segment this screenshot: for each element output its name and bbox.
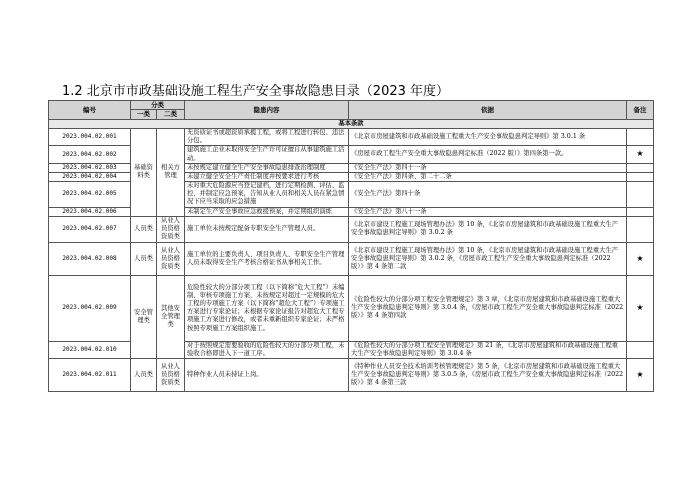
header-row-1	[49, 101, 654, 110]
section-row	[49, 119, 654, 128]
hazard-table	[48, 100, 654, 392]
row-content: 对于按照规定需要验收的危险性较大的分部分项工程，未验收合格即进入下一道工序。	[185, 341, 349, 358]
row-cat1: 基础资料类	[131, 129, 157, 217]
row-cat2: 其他安全管理类	[157, 275, 185, 358]
row-cat1: 人员类	[131, 216, 157, 242]
page-title: 1.2 北京市市政基础设施工程生产安全事故隐患目录（2023 年度）	[62, 84, 450, 99]
row-note: ★	[627, 275, 654, 341]
row-cat1: 人员类	[131, 242, 157, 275]
row-code: 2023.004.02.007	[49, 216, 131, 242]
header-category: 分类	[131, 101, 185, 110]
row-note	[627, 182, 654, 208]
table-row	[49, 359, 654, 392]
row-content: 未对重大危险源应当登记建档，进行定期检测、评估、监控，并制定应急预案，告知从业人员和相关人员在紧急情况下应当采取的应急措施	[185, 182, 349, 208]
row-note: ★	[627, 242, 654, 275]
row-code: 2023.004.02.004	[49, 172, 131, 181]
row-basis: 《危险性较大的分部分项工程安全管理规定》第 3 章，《北京市房屋建筑和市政基础设施工程重大生产安全事故隐患判定导则》第 3.0.4 条，《房屋市政工程生产安全重大事故隐患判定标准（2022 版）》第 4 条第四款	[349, 275, 627, 341]
row-content: 施工单位的主要负责人、项目负责人、专职安全生产管理人员未取得安全生产考核合格证书从事相关工作。	[185, 242, 349, 275]
row-code: 2023.004.02.008	[49, 242, 131, 275]
row-code: 2023.004.02.011	[49, 359, 131, 392]
section-label: 基本条款	[49, 119, 654, 128]
row-content: 未按规定建立健全生产安全事故隐患排查治理制度	[185, 163, 349, 172]
row-code: 2023.004.02.001	[49, 129, 131, 146]
header-cat2: 二类	[157, 110, 185, 119]
row-code: 2023.004.02.003	[49, 163, 131, 172]
table-row	[49, 275, 654, 341]
row-content: 无资质证书或超资质承揽工程，或将工程进行转包、违法分包。	[185, 129, 349, 146]
row-code: 2023.004.02.006	[49, 207, 131, 216]
row-basis: 《特种作业人员安全技术培训考核管理规定》第 5 条，《北京市房屋建筑和市政基础设施工程重大生产安全事故隐患判定导则》第 3.0.5 条，《房屋市政工程生产安全重大事故隐患判定标准（2022 版）》第 4 条第三款	[349, 359, 627, 392]
row-content: 建筑施工企业未取得安全生产许可证擅自从事建筑施工活动。	[185, 146, 349, 163]
row-content: 未建立健全安全生产责任制度并按要求进行考核	[185, 172, 349, 181]
row-basis: 《安全生产法》第四十条	[349, 182, 627, 208]
row-content: 未制定生产安全事故应急救援预案，并定期组织演练	[185, 207, 349, 216]
row-cat1: 安全管理类	[131, 275, 157, 358]
row-cat2: 从业人员资格资质类	[157, 359, 185, 392]
row-content: 危险性较大的分部分项工程（以下简称“危大工程”）未编制、审核专项施工方案，未按规定对超过一定规模的危大工程的专项施工方案（以下简称“超危大工程”）专项施工方案进行专家论证；未根据专家论证报告对超危大工程专项施工方案进行修改，或者未重新组织专家论证；未严格按照专项施工方案组织施工。	[185, 275, 349, 341]
row-basis: 《北京市房屋建筑和市政基础设施工程重大生产安全事故隐患判定导则》第 3.0.1 条	[349, 129, 627, 146]
table-row	[49, 242, 654, 275]
row-note	[627, 207, 654, 216]
row-note	[627, 172, 654, 181]
header-content: 隐患内容	[185, 101, 349, 120]
row-basis: 《安全生产法》第四条、第二十二条	[349, 172, 627, 181]
row-note: ★	[627, 146, 654, 163]
row-note	[627, 163, 654, 172]
row-note	[627, 341, 654, 358]
row-note	[627, 216, 654, 242]
row-code: 2023.004.02.009	[49, 275, 131, 341]
row-code: 2023.004.02.002	[49, 146, 131, 163]
header-note: 备注	[627, 101, 654, 120]
header-code: 编号	[49, 101, 131, 120]
row-content: 特种作业人员未持证上岗。	[185, 359, 349, 392]
row-basis: 《危险性较大的分部分项工程安全管理规定》第 21 条，《北京市房屋建筑和市政基础设施工程重大生产安全事故隐患判定导则》第 3.0.4 条	[349, 341, 627, 358]
row-cat2: 从业人员资格资质类	[157, 242, 185, 275]
row-note: ★	[627, 359, 654, 392]
row-cat1: 人员类	[131, 359, 157, 392]
header-basis: 依据	[349, 101, 627, 120]
table-row	[49, 216, 654, 242]
row-code: 2023.004.02.005	[49, 182, 131, 208]
table-row	[49, 129, 654, 146]
row-basis: 《房屋市政工程生产安全重大事故隐患判定标准（2022 版）》第四条第一款。	[349, 146, 627, 163]
row-basis: 《安全生产法》第八十一条	[349, 207, 627, 216]
row-cat2: 从业人员资格资质类	[157, 216, 185, 242]
row-code: 2023.004.02.010	[49, 341, 131, 358]
row-basis: 《北京市建设工程施工现场管理办法》第 10 条，《北京市房屋建筑和市政基础设施工程重大生产安全事故隐患判定导则》第 3.0.2 条	[349, 216, 627, 242]
row-cat2: 相关方管理	[157, 129, 185, 217]
row-basis: 《安全生产法》第四十一条	[349, 163, 627, 172]
header-cat1: 一类	[131, 110, 157, 119]
row-basis: 《北京市建设工程施工现场管理办法》第 10 条，《北京市房屋建筑和市政基础设施工程重大生产安全事故隐患判定导则》第 3.0.2 条，《房屋市政工程生产安全重大事故隐患判定标准（2022 版）》第 4 条第二款	[349, 242, 627, 275]
row-content: 施工单位未按规定配备专职安全生产管理人员。	[185, 216, 349, 242]
row-note	[627, 129, 654, 146]
